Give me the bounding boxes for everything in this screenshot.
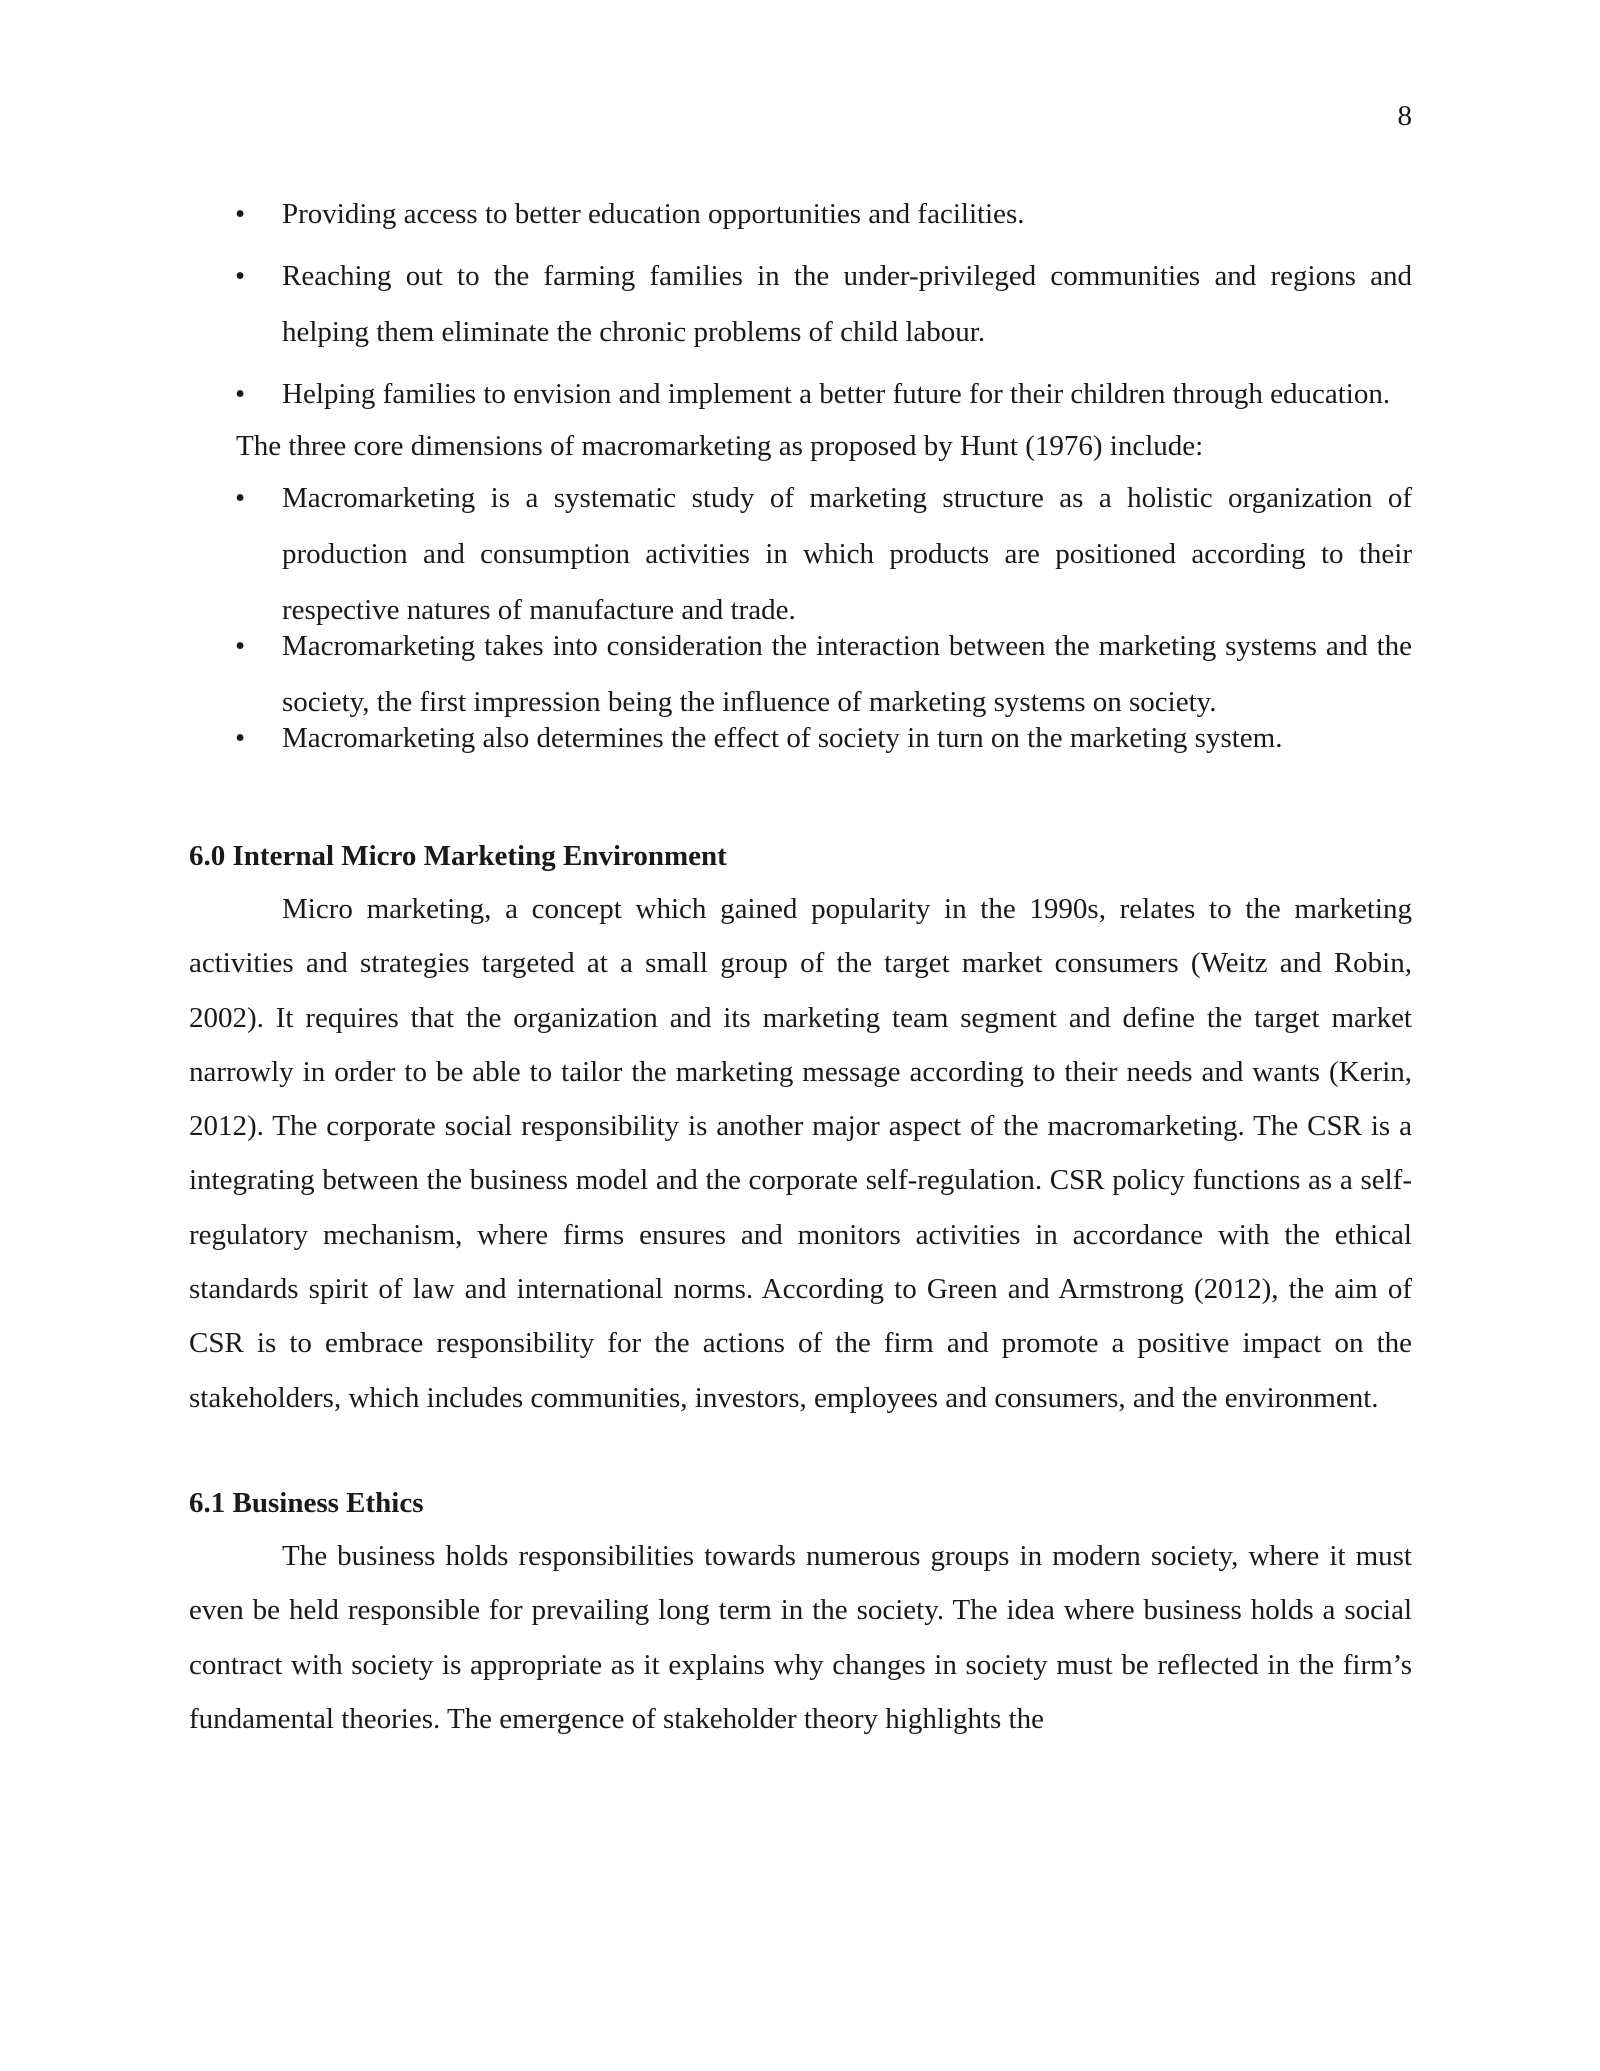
bullet-icon: • <box>235 260 246 292</box>
bullet-icon: • <box>235 482 246 514</box>
list-item <box>189 248 1412 360</box>
list-item-text: Providing access to better education opportunities and facilities. <box>282 198 1025 230</box>
list-item-text: Macromarketing is a systematic study of marketing structure as a holistic organization of production and consumption activities in which products are positioned according to their respective natures of manufacture and trade. <box>282 482 1412 626</box>
list-item <box>189 366 1412 422</box>
bullet-icon: • <box>235 630 246 662</box>
list-item-text: Macromarketing takes into consideration the interaction between the marketing systems and the society, the first impression being the influence of marketing systems on society. <box>282 630 1412 718</box>
section-paragraph-6-1: The business holds responsibilities towards numerous groups in modern society, where it must even be held responsible for prevailing long term in the society. The idea where business holds a social contract with society is appropriate as it explains why changes in society must be reflected in the firm’s fundamental theories. The emergence of stakeholder theory highlights the <box>189 1539 1412 1735</box>
bullet-icon: • <box>235 378 246 410</box>
list-item-text: Macromarketing also determines the effect of society in turn on the marketing system. <box>282 722 1283 754</box>
section-paragraph-6-0: Micro marketing, a concept which gained popularity in the 1990s, relates to the marketing activities and strategies targeted at a small group of the target market consumers (Weitz and Robin, 2002). It requires that the organization and its marketing team segment and define the target market narrowly in order to be able to tailor the marketing message according to their needs and wants (Kerin, 2012). The corporate social responsibility is another major aspect of the macromarketing. The CSR is a integrating between the business model and the corporate self-regulation. CSR policy functions as a self-regulatory mechanism, where firms ensures and monitors activities in accordance with the ethical standards spirit of law and international norms. According to Green and Armstrong (2012), the aim of CSR is to embrace responsibility for the actions of the firm and promote a positive impact on the stakeholders, which includes communities, investors, employees and consumers, and the environment. <box>189 893 1412 1414</box>
list-item <box>189 186 1412 242</box>
bullet-icon: • <box>235 198 246 230</box>
page-number: 8 <box>1397 100 1412 132</box>
list-item-text: Reaching out to the farming families in the under-privileged communities and regions and helping them eliminate the chronic problems of child labour. <box>282 260 1412 348</box>
bullet-list-education <box>189 186 1412 422</box>
section-heading-6-0: 6.0 Internal Micro Marketing Environment <box>189 840 727 872</box>
lead-in-text: The three core dimensions of macromarketing as proposed by Hunt (1976) include: <box>236 430 1204 462</box>
bullet-icon: • <box>235 722 246 754</box>
document-body <box>189 186 1412 1746</box>
list-item-text: Helping families to envision and implement a better future for their children through education. <box>282 378 1391 410</box>
bullet-list-macromarketing <box>189 470 1412 766</box>
list-item <box>189 470 1412 638</box>
section-heading-6-1: 6.1 Business Ethics <box>189 1486 424 1519</box>
list-item <box>189 710 1412 766</box>
